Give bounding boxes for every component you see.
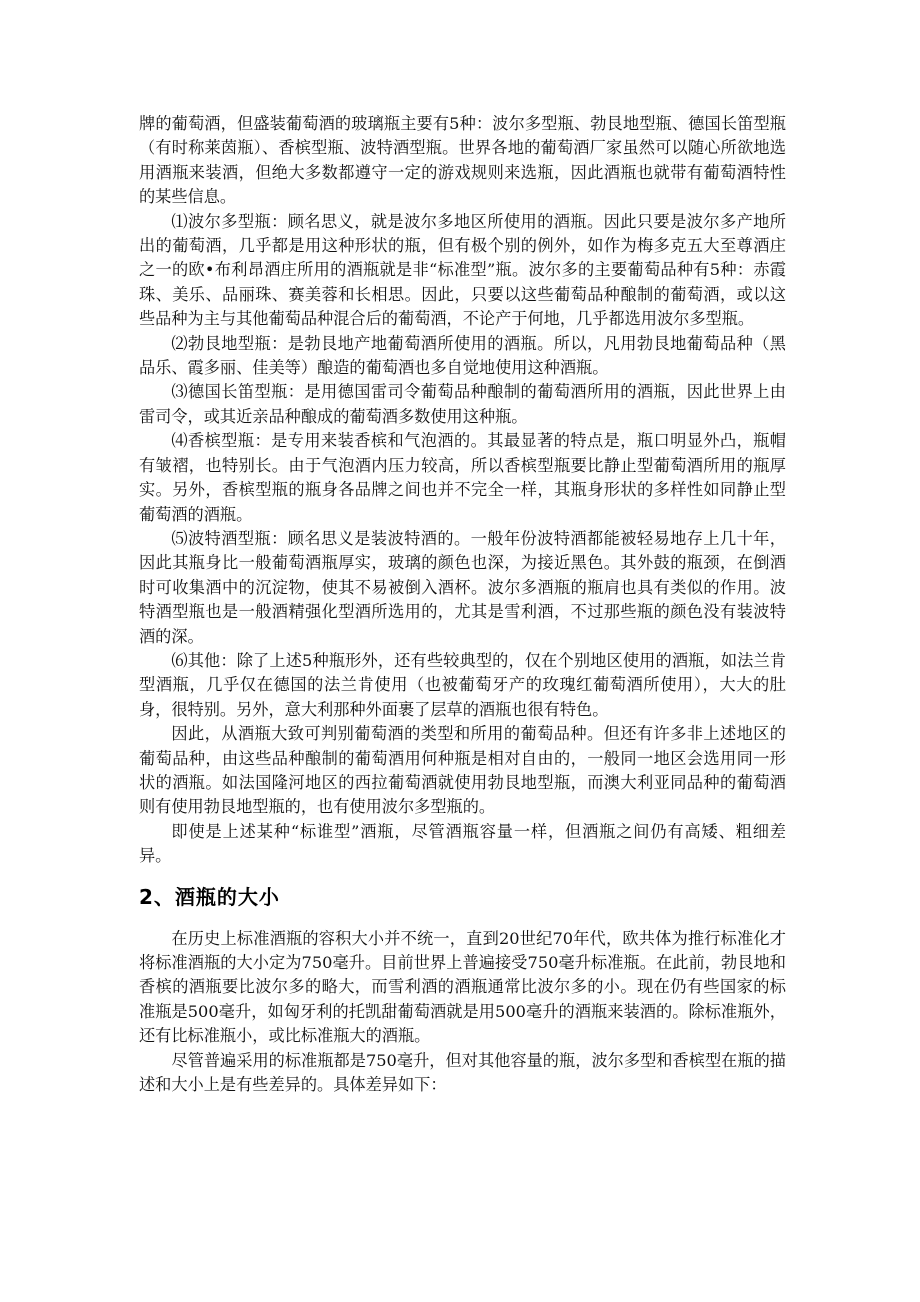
paragraph-port-bottle: ⑸波特酒型瓶：顾名思义是装波特酒的。一般年份波特酒都能被轻易地存上几十年，因此其瓶身比一般葡萄酒瓶厚实，玻璃的颜色也深，为接近黑色。其外鼓的瓶颈，在倒酒时可收集酒中的沉淀物，使其不易被倒入酒杯。波尔多酒瓶的瓶肩也具有类似的作用。波特酒型瓶也是一般酒精强化型酒所选用的，尤其是雪利酒，不过那些瓶的颜色没有装波特酒的深。	[139, 528, 786, 646]
paragraph-burgundy-bottle: ⑵勃艮地型瓶：是勃艮地产地葡萄酒所使用的酒瓶。所以，凡用勃艮地葡萄品种（黑品乐、霞多丽、佳美等）酿造的葡萄酒也多自觉地使用这种酒瓶。	[139, 333, 786, 378]
paragraph-other-bottles: ⑹其他：除了上述5种瓶形外，还有些较典型的，仅在个别地区使用的酒瓶，如法兰肯型酒瓶，几乎仅在德国的法兰肯使用（也被葡萄牙产的玫瑰红葡萄酒所使用），大大的肚身，很特别。另外，意大利那种外面裹了层草的酒瓶也很有特色。	[139, 650, 786, 719]
paragraph-champagne-bottle: ⑷香槟型瓶：是专用来装香槟和气泡酒的。其最显著的特点是，瓶口明显外凸，瓶帽有皱褶，也特别长。由于气泡酒内压力较高，所以香槟型瓶要比静止型葡萄酒所用的瓶厚实。另外，香槟型瓶的瓶身各品牌之间也并不完全一样，其瓶身形状的多样性如同静止型葡萄酒的酒瓶。	[139, 431, 786, 524]
paragraph-bordeaux-bottle: ⑴波尔多型瓶：顾名思义，就是波尔多地区所使用的酒瓶。因此只要是波尔多产地所出的葡萄酒，几乎都是用这种形状的瓶，但有极个别的例外，如作为梅多克五大至尊酒庄之一的欧•布利昂酒庄所用的酒瓶就是非“标准型”瓶。波尔多的主要葡萄品种有5种：赤霞珠、美乐、品丽珠、赛美蓉和长相思。因此，只要以这些葡萄品种酿制的葡萄酒，或以这些品种为主与其他葡萄品种混合后的葡萄酒，不论产于何地，几乎都选用波尔多型瓶。	[139, 211, 786, 329]
paragraph-intro-continuation: 牌的葡萄酒，但盛装葡萄酒的玻璃瓶主要有5种：波尔多型瓶、勃艮地型瓶、德国长笛型瓶（有时称莱茵瓶）、香槟型瓶、波特酒型瓶。世界各地的葡萄酒厂家虽然可以随心所欲地选用酒瓶来装酒，但绝大多数都遵守一定的游戏规则来选瓶，因此酒瓶也就带有葡萄酒特性的某些信息。	[139, 114, 786, 207]
section-heading-bottle-size: 2、酒瓶的大小	[139, 884, 280, 909]
paragraph-bottle-inference: 因此，从酒瓶大致可判别葡萄酒的类型和所用的葡萄品种。但还有许多非上述地区的葡萄品种，由这些品种酿制的葡萄酒用何种瓶是相对自由的，一般同一地区会选用同一形状的酒瓶。如法国隆河地区的西拉葡萄酒就使用勃艮地型瓶，而澳大利亚同品种的葡萄酒则有使用勃艮地型瓶的，也有使用波尔多型瓶的。	[139, 724, 786, 817]
paragraph-standard-volume: 在历史上标准酒瓶的容积大小并不统一，直到20世纪70年代，欧共体为推行标准化才将标准酒瓶的大小定为750毫升。目前世界上普遍接受750毫升标准瓶。在此前，勃艮地和香槟的酒瓶要比波尔多的略大，而雪利酒的酒瓶通常比波尔多的小。现在仍有些国家的标准瓶是500毫升，如匈牙利的托凯甜葡萄酒就是用500毫升的酒瓶来装酒的。除标准瓶外，还有比标准瓶小，或比标准瓶大的酒瓶。	[139, 928, 786, 1046]
paragraph-size-differences: 即使是上述某种“标谁型”酒瓶，尽管酒瓶容量一样，但酒瓶之间仍有高矮、粗细差异。	[139, 821, 786, 866]
paragraph-german-flute-bottle: ⑶德国长笛型瓶：是用德国雷司令葡萄品种酿制的葡萄酒所用的酒瓶，因此世界上由雷司令，或其近亲品种酿成的葡萄酒多数使用这种瓶。	[139, 382, 786, 426]
paragraph-size-variations: 尽管普遍采用的标准瓶都是750毫升，但对其他容量的瓶，波尔多型和香槟型在瓶的描述和大小上是有些差异的。具体差异如下：	[139, 1050, 786, 1095]
document-page	[139, 112, 786, 1097]
